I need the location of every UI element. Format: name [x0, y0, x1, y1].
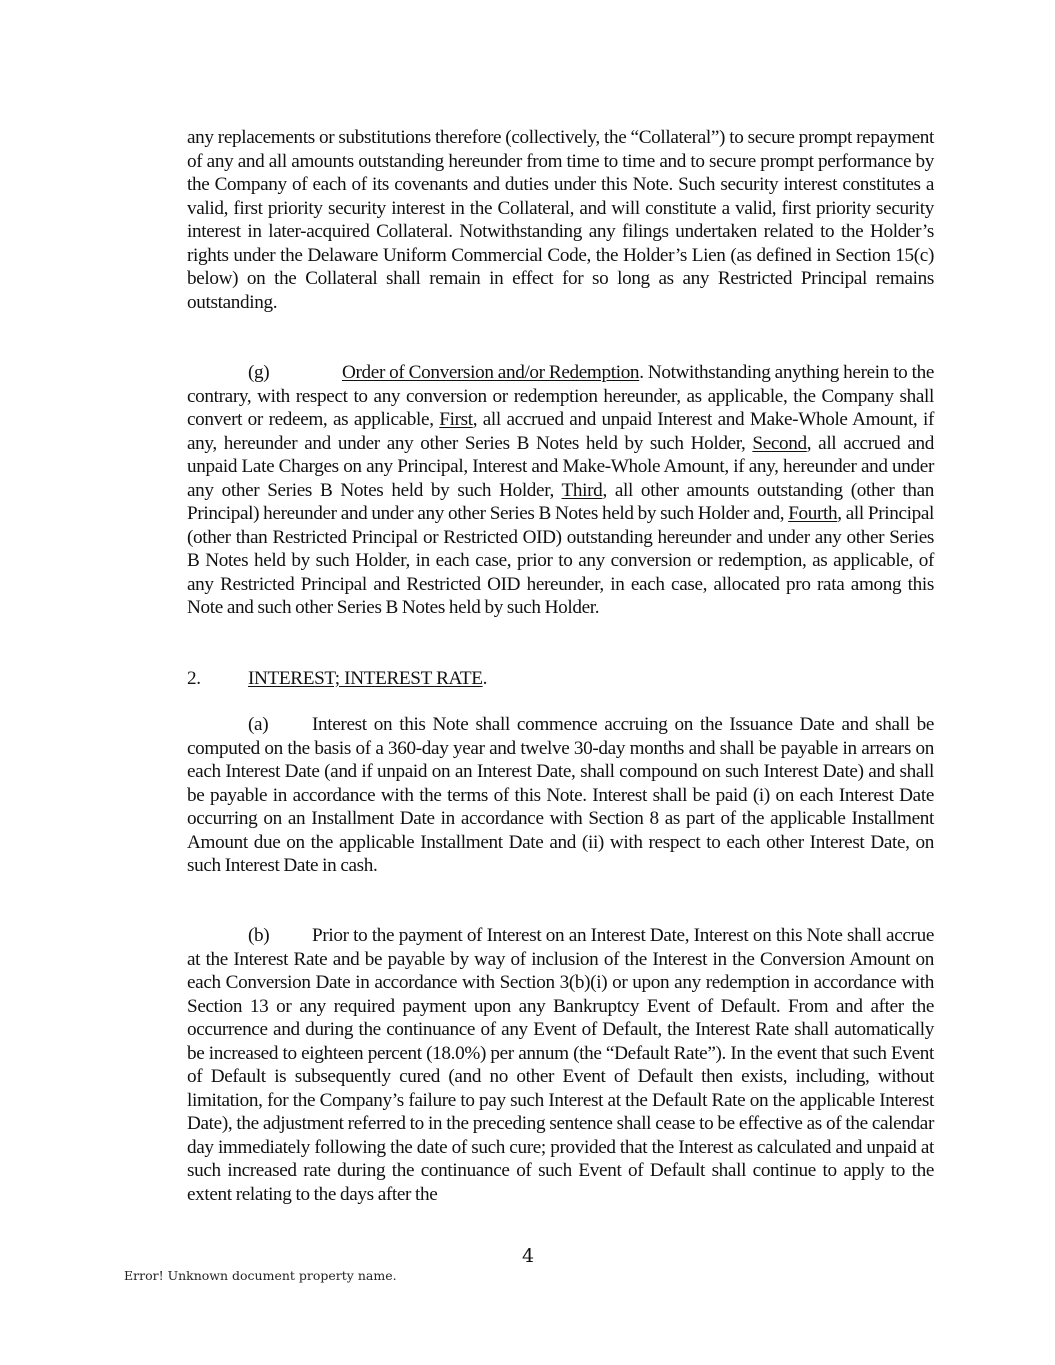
term-first: First	[439, 409, 473, 430]
paragraph-text: Prior to the payment of Interest on an Interest Date, Interest on this Note shall accrue at the Interest Rate and be payable by way of inclusion of the Interest in the Conversion Amount on each Conversion Date in accordance with Section 3(b)(i) or upon any redemption in accordance with Section 13 or any required payment upon any Bankruptcy Event of Default. From and after the occurrence and during the continuance of any Event of Default, the Interest Rate shall automatically be increased to eighteen percent (18.0%) per annum (the “Default Rate”). In the event that such Event of Default is subsequently cured (and no other Event of Default then exists, including, without limitation, for the Company’s failure to pay such Interest at the Default Rate on the applicable Interest Date), the adjustment referred to in the preceding sentence shall cease to be effective as of the calendar day immediately following the date of such cure; provided that the Interest as calculated and unpaid at such increased rate during the continuance of such Event of Default shall continue to apply to the extent relating to the days after the	[187, 925, 934, 1205]
collateral-paragraph	[187, 126, 934, 314]
section-title: INTEREST; INTEREST RATE	[248, 668, 483, 689]
clause-label: (a)	[248, 714, 269, 735]
section-number: 2.	[187, 668, 201, 689]
section-2-heading: 2. INTEREST; INTEREST RATE.	[187, 668, 488, 689]
footer-text: Error! Unknown document property name.	[124, 1268, 397, 1283]
term-fourth: Fourth	[788, 503, 838, 524]
section-1g-paragraph: (g) Order of Conversion and/or Redemption. Notwithstanding anything herein to the contrary, with respect to any conversion or redemption hereunder, as applicable, the Company shall convert or redeem, as applicable, First, all accrued and unpaid Interest and Make-Whole Amount, if any, hereunder and under any other Series B Notes held by such Holder, Second, all accrued and unpaid Late Charges on any Principal, Interest and Make-Whole Amount, if any, hereunder and under any other Series B Notes held by such Holder, Third, all other amounts outstanding (other than Principal) hereunder and under any other Series B Notes held by such Holder and, Fourth, all Principal (other than Restricted Principal or Restricted OID) outstanding hereunder and under any other Series B Notes held by such Holder, in each case, prior to any conversion or redemption, as applicable, of any Restricted Principal and Restricted OID hereunder, in each case, allocated pro rata among this Note and such other Series B Notes held by such Holder.	[187, 362, 934, 618]
clause-label: (g)	[248, 362, 270, 383]
paragraph-text: Interest on this Note shall commence accruing on the Issuance Date and shall be computed on the basis of a 360-day year and twelve 30-day months and shall be payable in arrears on each Interest Date (and if unpaid on an Interest Date, shall compound on such Interest Date) and shall be payable in accordance with the terms of this Note. Interest shall be paid (i) on each Interest Date occurring on an Installment Date in accordance with Section 8 as part of the applicable Installment Amount due on the applicable Installment Date and (ii) with respect to each other Interest Date, on such Interest Date in cash.	[187, 714, 934, 876]
clause-title: Order of Conversion and/or Redemption	[342, 362, 640, 383]
page-number: 4	[522, 1245, 535, 1267]
term-third: Third	[561, 479, 603, 501]
section-2b-paragraph	[187, 924, 934, 1206]
term-second: Second	[752, 432, 807, 454]
clause-label: (b)	[248, 925, 270, 946]
section-2a-paragraph	[187, 713, 934, 878]
paragraph-text: any replacements or substitutions therefore (collectively, the “Collateral”) to secure prompt repayment of any and all amounts outstanding hereunder from time to time and to secure prompt performance by the Company of each of its covenants and duties under this Note. Such security interest constitutes a valid, first priority security interest in the Collateral, and will constitute a valid, first priority security interest in later-acquired Collateral. Notwithstanding any filings undertaken related to the Holder’s rights under the Delaware Uniform Commercial Code, the Holder’s Lien (as defined in Section 15(c) below) on the Collateral shall remain in effect for so long as any Restricted Principal remains outstanding.	[187, 127, 934, 313]
